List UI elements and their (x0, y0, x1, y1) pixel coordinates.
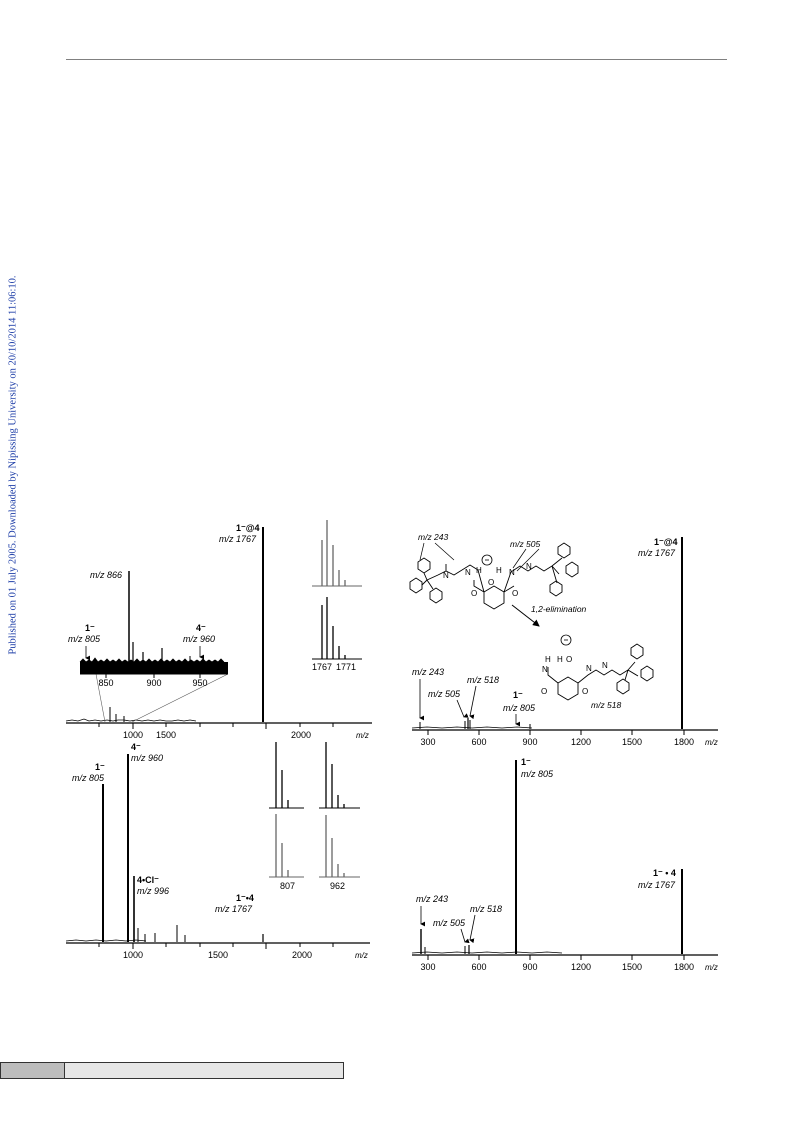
panel-a-tick: 1000 (122, 730, 144, 740)
panel-a-inset-ion4-mz: m/z 960 (183, 634, 216, 644)
panel-d-tick: 1800 (673, 962, 695, 972)
svg-text:O: O (582, 687, 589, 696)
panel-c-peak805-mz: m/z 805 (503, 703, 536, 713)
panel-a-axis-label: m/z (356, 731, 369, 740)
svg-text:N: N (443, 571, 449, 580)
panel-c-tick: 600 (471, 737, 487, 747)
panel-b-peak4-name: 4⁻ (131, 742, 141, 752)
panel-b-isotope-tick: 807 (280, 881, 296, 891)
footer-bar-tab (0, 1062, 65, 1079)
svg-text:O: O (512, 589, 519, 598)
svg-text:N: N (602, 661, 608, 670)
panel-a-inset-ion1-name: 1⁻ (85, 623, 95, 633)
panel-a-inset-tick: 950 (192, 678, 208, 688)
svg-text:O: O (541, 687, 548, 696)
panel-c-tick: 1800 (673, 737, 695, 747)
panel-c-peak243: m/z 243 (412, 667, 445, 677)
panel-a-isotope-tick: 1767 (312, 662, 333, 672)
svg-text:N: N (509, 568, 515, 577)
panel-c-peak-mz: m/z 1767 (638, 548, 676, 558)
svg-text:N: N (465, 568, 471, 577)
svg-text:H: H (476, 566, 482, 575)
svg-text:N: N (526, 562, 532, 571)
panel-d-peak243: m/z 243 (416, 894, 449, 904)
panel-a-inset-ion1-mz: m/z 805 (68, 634, 101, 644)
panel-a-inset-tick: 900 (146, 678, 162, 688)
panel-b-peak14-name: 1⁻•4 (236, 893, 254, 903)
sidenote-text: Published on 01 July 2005. Downloaded by Nipissing University on 20/10/2014 11:06:10. (7, 275, 19, 655)
panel-a-isotope-black (322, 597, 345, 659)
svg-text:O: O (471, 589, 478, 598)
panel-c-structure-243: m/z 243 (418, 532, 449, 542)
panel-a-isotope-gray (322, 520, 345, 586)
panel-d-peak805-name: 1⁻ (521, 757, 531, 767)
panel-a-tick: 1500 (155, 730, 177, 740)
panel-b-peak4-mz: m/z 960 (131, 753, 164, 763)
panel-d-tick: 300 (420, 962, 436, 972)
panel-d-peak1767-name: 1⁻ • 4 (653, 868, 676, 878)
panel-d-tick: 1500 (621, 962, 643, 972)
panel-b-tick: 1000 (122, 950, 144, 960)
panel-c-structure-arrow: 1,2-elimination (531, 604, 587, 614)
panel-c-tick: 1200 (570, 737, 592, 747)
panel-b (66, 742, 370, 960)
panel-d-peak805-mz: m/z 805 (521, 769, 554, 779)
panel-c-structure-product: m/z 518 (591, 700, 622, 710)
panel-c-tick: 900 (522, 737, 538, 747)
panel-b-peak1-name: 1⁻ (95, 762, 105, 772)
panel-c (410, 532, 718, 747)
panel-c-axis-label: m/z (705, 738, 718, 747)
panel-d-peak505: m/z 505 (433, 918, 466, 928)
panel-b-isotope-exp (276, 814, 344, 877)
panel-a-isotope-tick: 1771 (336, 662, 357, 672)
panel-d-tick: 1200 (570, 962, 592, 972)
svg-text:O: O (566, 655, 573, 664)
panel-c-tick: 1500 (621, 737, 643, 747)
panel-d (412, 757, 718, 972)
panel-c-peak518: m/z 518 (467, 675, 500, 685)
panel-b-isotope-theory (276, 742, 344, 808)
panel-a (66, 520, 372, 740)
panel-d-tick: 900 (522, 962, 538, 972)
panel-b-peak1-mz: m/z 805 (72, 773, 105, 783)
panel-d-tick: 600 (471, 962, 487, 972)
panel-c-peak-name: 1⁻@4 (654, 537, 678, 547)
panel-a-tick: 2000 (290, 730, 312, 740)
svg-text:H: H (557, 655, 563, 664)
panel-b-isotope-tick: 962 (330, 881, 346, 891)
panel-c-tick: 300 (420, 737, 436, 747)
svg-text:H: H (496, 566, 502, 575)
panel-b-peak4cl-mz: m/z 996 (137, 886, 170, 896)
panel-a-inset-tick: 850 (98, 678, 114, 688)
panel-a-peak-mz: m/z 1767 (219, 534, 257, 544)
panel-a-inset-peak-label: m/z 866 (90, 570, 123, 580)
svg-text:H: H (545, 655, 551, 664)
panel-d-axis-label: m/z (705, 963, 718, 972)
panel-b-tick: 1500 (207, 950, 229, 960)
panel-b-tick: 2000 (291, 950, 313, 960)
panel-b-axis-label: m/z (355, 951, 368, 960)
panel-a-inset-ion4-name: 4⁻ (196, 623, 206, 633)
panel-c-peak805-name: 1⁻ (513, 690, 523, 700)
panel-d-peak1767-mz: m/z 1767 (638, 880, 676, 890)
svg-text:N: N (586, 664, 592, 673)
panel-b-peak14-mz: m/z 1767 (215, 904, 253, 914)
svg-text:N: N (542, 665, 548, 674)
panel-c-structure-505: m/z 505 (510, 539, 541, 549)
panel-d-peak518: m/z 518 (470, 904, 503, 914)
panel-c-peak505: m/z 505 (428, 689, 461, 699)
svg-text:O: O (488, 578, 495, 587)
panel-a-peak-name: 1⁻@4 (236, 523, 260, 533)
panel-b-peak4cl-name: 4•Cl⁻ (137, 875, 159, 885)
panel-a-inset-noise (80, 662, 228, 674)
